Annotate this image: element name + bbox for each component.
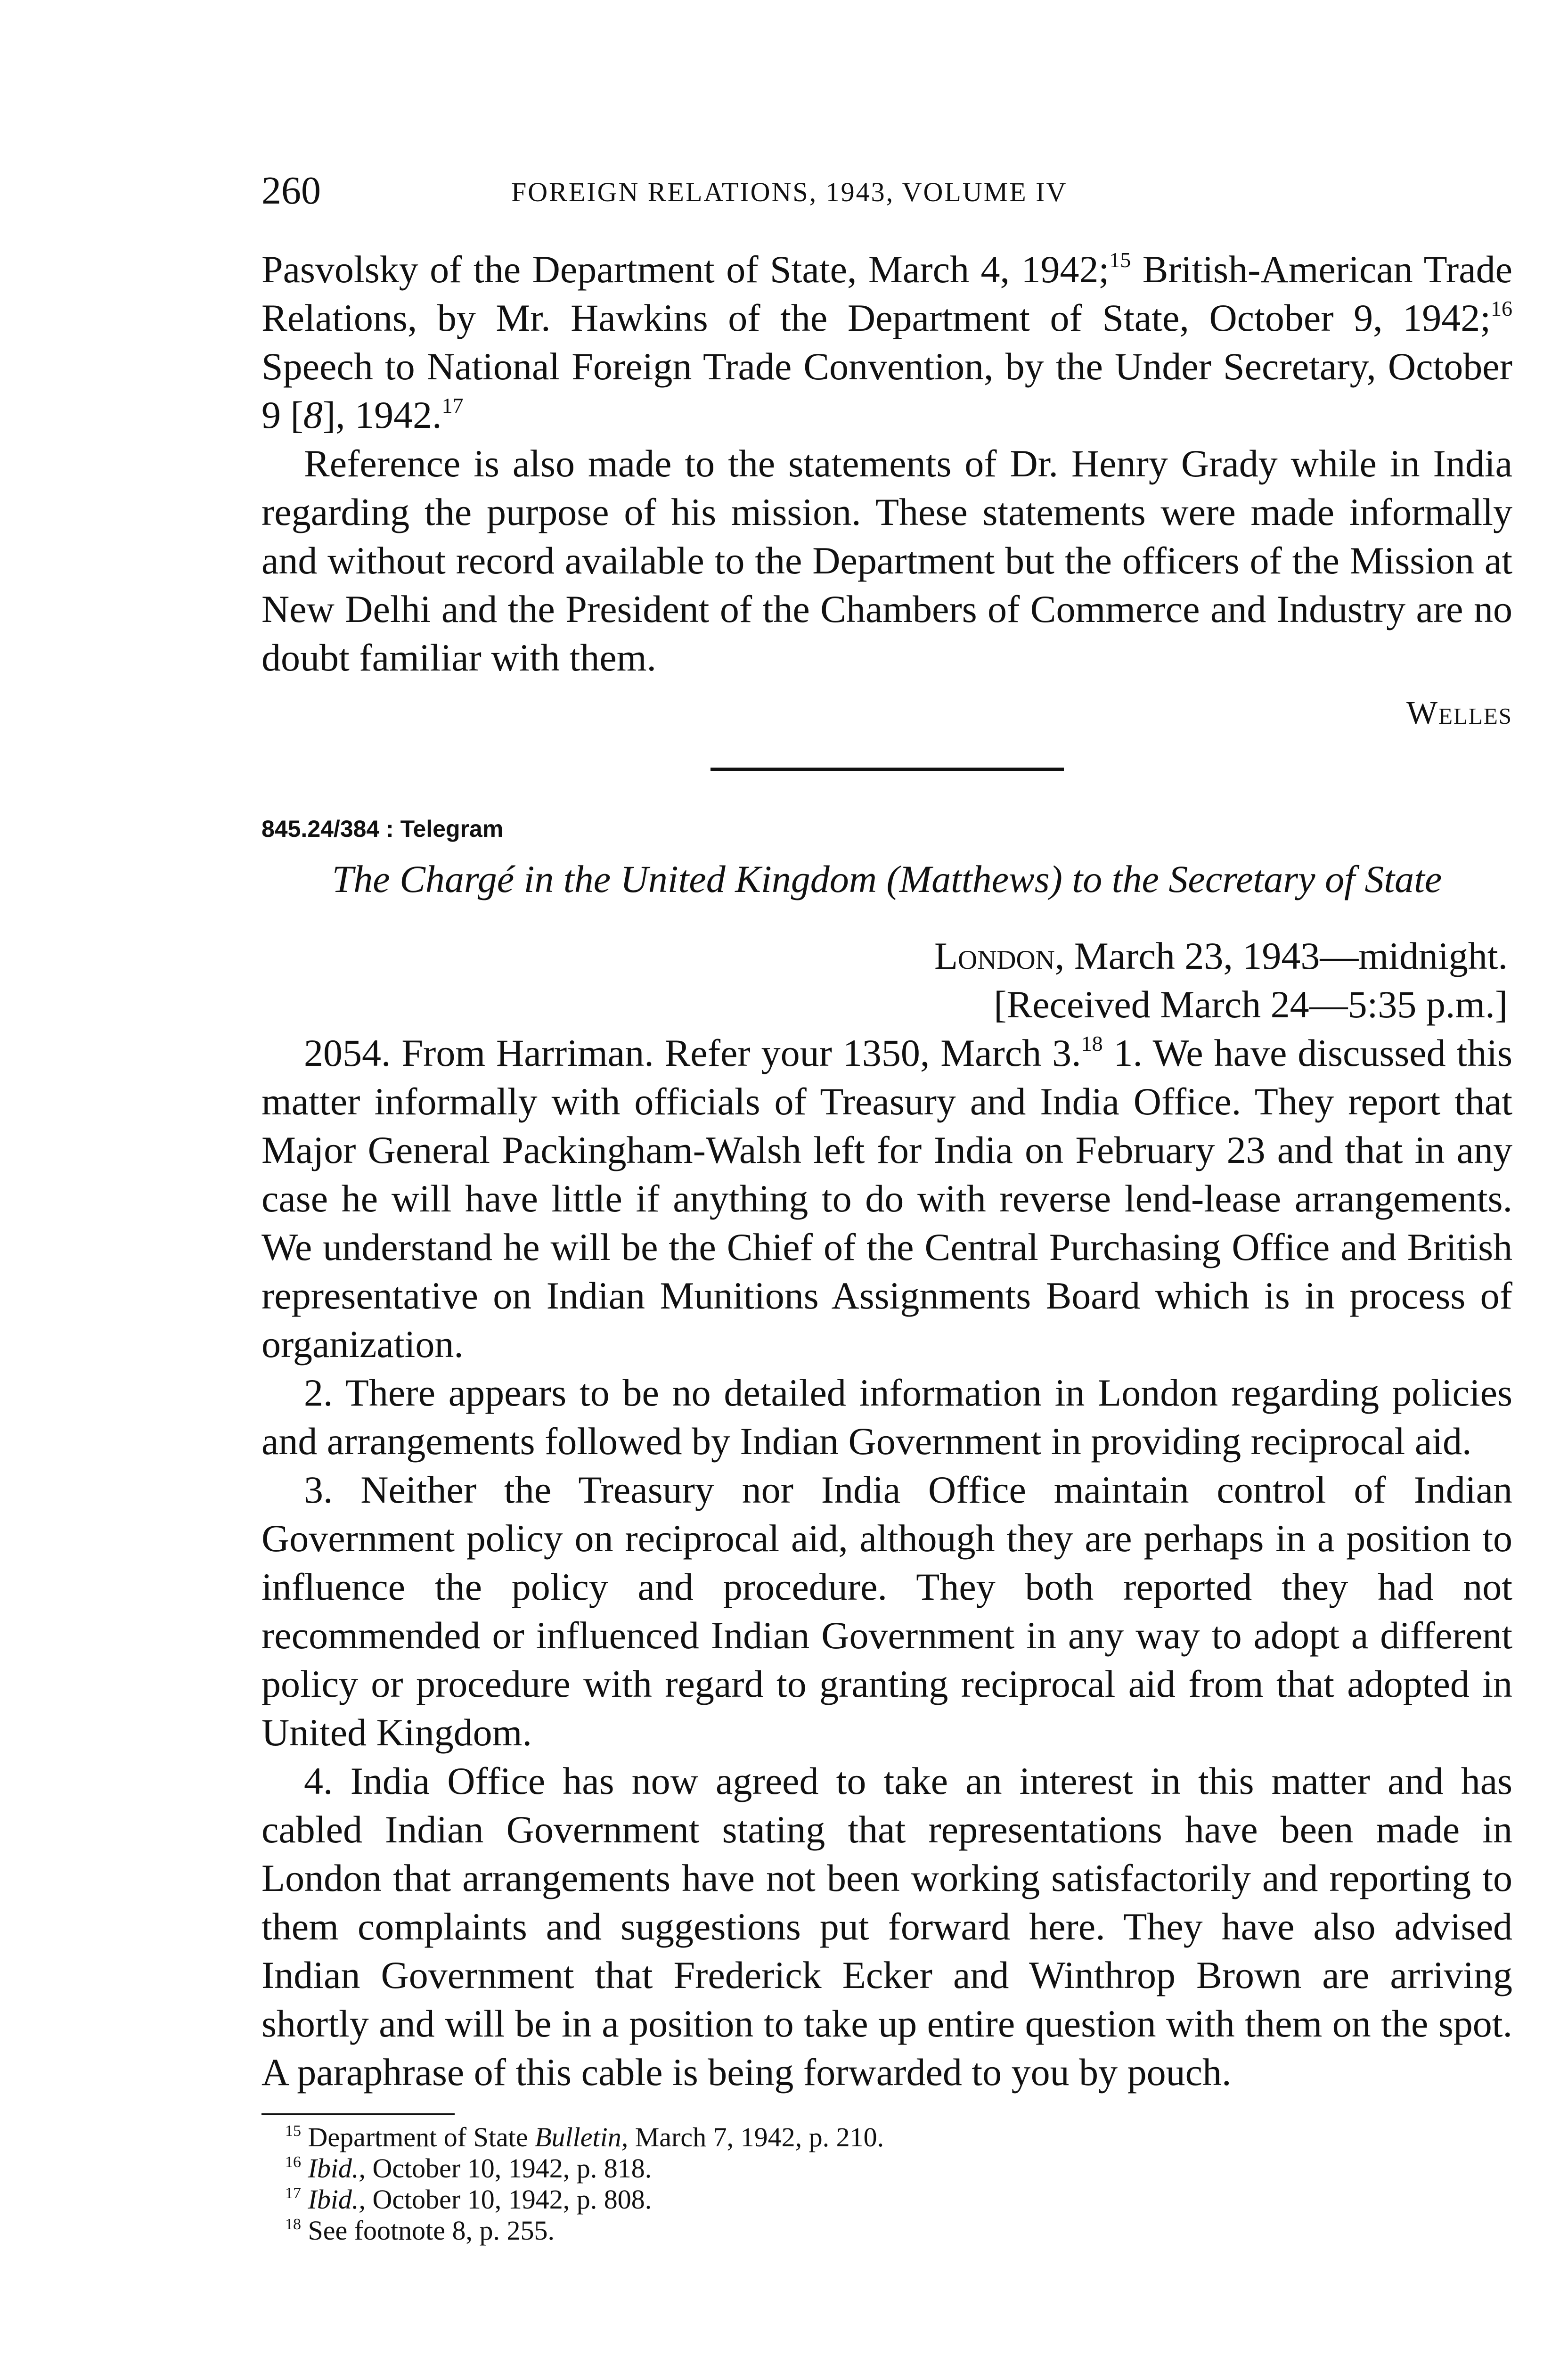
telegram-paragraph-2: 2. There appears to be no detailed information in London regarding policies and arrangements followed by Indian Government in providing reciprocal aid. — [261, 1371, 1512, 1463]
continuation-paragraph — [261, 245, 1512, 439]
text-segment: ], 1942. — [322, 393, 442, 436]
running-title: FOREIGN RELATIONS, 1943, VOLUME IV — [511, 177, 1068, 207]
section-divider — [710, 768, 1064, 771]
footnote-number: 18 — [285, 2216, 301, 2233]
document-page — [261, 170, 1512, 2246]
footnote-text: Department of State — [308, 2122, 535, 2152]
dateline-date: , March 23, 1943—midnight. — [1054, 934, 1508, 977]
dateline — [261, 932, 1512, 980]
footnote-text: See footnote 8, p. 255. — [308, 2215, 555, 2246]
footnote-text: March 7, 1942, p. 210. — [628, 2122, 884, 2152]
telegram-paragraph-4: 4. India Office has now agreed to take an interest in this matter and has cabled Indian Government stating that representations have been made in London that arrangements have not been working satisfactorily and reporting to them complaints and suggestions put forward here. They have also advised Indian Government that Frederick Ecker and Winthrop Brown are arriving shortly and will be in a position to take up entire question with them on the spot. A paraphrase of this cable is being forwarded to you by pouch. — [261, 1759, 1512, 2094]
footnote — [285, 2122, 1512, 2153]
footnote-number: 15 — [285, 2122, 301, 2140]
footnote-number: 16 — [285, 2153, 301, 2171]
text-segment: Pasvolsky of the Department of State, March 4, 1942; — [261, 248, 1110, 291]
footnote-ref-15: 15 — [1109, 248, 1131, 272]
footnote-italic: Bulletin, — [535, 2122, 629, 2152]
file-reference: 845.24/384 : Telegram — [261, 816, 504, 842]
footnote-ref-17: 17 — [441, 393, 464, 417]
dateline-place: London — [934, 934, 1055, 977]
text-segment: 2054. From Harriman. Refer your 1350, March 3. — [304, 1031, 1081, 1074]
text-segment: Speech to National Foreign Trade Convention, by the Under Secretary, October 9 [ — [261, 345, 1512, 436]
footnote-number: 17 — [285, 2184, 301, 2202]
footnote-ref-16: 16 — [1491, 296, 1512, 320]
footnote-italic: Ibid., — [308, 2153, 366, 2184]
document-title: The Chargé in the United Kingdom (Matthews) to the Secretary of State — [332, 858, 1442, 900]
footnote-rule — [261, 2113, 455, 2115]
footnote — [285, 2215, 1512, 2246]
footnote-text: October 10, 1942, p. 808. — [365, 2184, 652, 2215]
footnote-ref-18: 18 — [1081, 1031, 1103, 1055]
received-note: [Received March 24—5:35 p.m.] — [994, 983, 1508, 1026]
footnote — [285, 2153, 1512, 2184]
footnote-italic: Ibid., — [308, 2184, 366, 2215]
footnote-text: October 10, 1942, p. 818. — [365, 2153, 652, 2184]
bracket-digit: 8 — [303, 393, 323, 436]
text-segment: 1. We have discussed this matter informally with officials of Treasury and India Office. They report that Major General Packingham-Walsh left for India on February 23 and that in any case he will have little if anything to do with reverse lend-lease arrangements. We understand he will be the Chief of the Central Purchasing Office and British representative on Indian Munitions Assignments Board which is in process of organization. — [261, 1031, 1512, 1366]
telegram-paragraph-3: 3. Neither the Treasury nor India Office maintain control of Indian Government policy on reciprocal aid, although they are perhaps in a position to influence the policy and procedure. They both reported they had not recommended or influenced Indian Government in any way to adopt a different policy or procedure with regard to granting reciprocal aid from that adopted in United Kingdom. — [261, 1468, 1512, 1754]
text-segment: British-American Trade Relations, by Mr. Hawkins of the Department of State, October 9, 1942; — [261, 248, 1512, 339]
reference-paragraph: Reference is also made to the statements of Dr. Henry Grady while in India regarding the purpose of his mission. These statements were made informally and without record available to the Department but the officers of the Mission at New Delhi and the President of the Chambers of Commerce and Industry are no doubt familiar with them. — [261, 442, 1512, 679]
footnote — [285, 2184, 1512, 2215]
running-head — [261, 170, 1512, 212]
footnotes — [261, 2122, 1512, 2246]
signature: Welles — [1406, 695, 1512, 731]
telegram-paragraph-1 — [261, 1029, 1512, 1368]
page-number: 260 — [261, 169, 321, 213]
